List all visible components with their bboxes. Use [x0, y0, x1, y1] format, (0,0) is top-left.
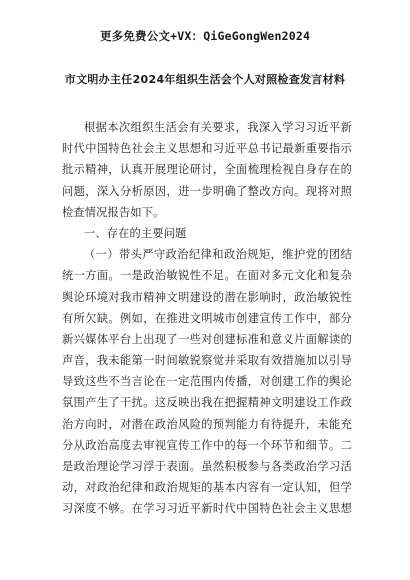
section-heading: 一、存在的主要问题: [84, 226, 187, 240]
paragraph-line: 声音，我未能第一时间敏锐察觉并采取有效措施加以引导: [62, 354, 352, 368]
paragraph-line: 治方向时，对潜在政治风险的预判能力有待提升，未能充: [62, 417, 352, 431]
document-title: 市文明办主任2024年组织生活会个人对照检查发言材料: [64, 73, 346, 86]
paragraph-line: 导致这些不当言论在一定范围内传播，对创建工作的舆论: [62, 375, 352, 389]
paragraph-line: 时代中国特色社会主义思想和习近平总书记最新重要指示: [62, 142, 352, 156]
paragraph-line: 问题，深入分析原因，进一步明确了整改方向。现将对照: [62, 184, 352, 198]
paragraph-line: 是政治理论学习浮于表面。虽然积极参与各类政治学习活: [62, 460, 352, 473]
paragraph-line: 习深度不够。在学习习近平新时代中国特色社会主义思想: [62, 502, 352, 516]
paragraph-line: （一）带头严守政治纪律和政治规矩，维护党的团结: [84, 248, 352, 262]
paragraph-line: 新兴媒体平台上出现了一些对创建标准和意义片面解读的: [62, 332, 352, 346]
paragraph-line: 氛围产生了干扰。这反映出我在把握精神文明建设工作政: [62, 396, 352, 410]
paragraph-line: 动，对政治纪律和政治规矩的基本内容有一定认知，但学: [62, 481, 352, 495]
paragraph-line: 舆论环境对我市精神文明建设的潜在影响时，政治敏锐性: [62, 290, 352, 304]
paragraph-line: 统一方面。一是政治敏锐性不足。在面对多元文化和复杂: [62, 269, 352, 283]
paragraph-line: 批示精神，认真开展理论研讨，全面梳理检视自身存在的: [62, 163, 352, 177]
document-body: [62, 117, 352, 520]
paragraph-line: 检查情况报告如下。: [62, 205, 165, 219]
paragraph-line: 根据本次组织生活会有关要求，我深入学习习近平新: [84, 121, 352, 134]
paragraph-line: 分从政治高度去审视宣传工作中的每一个环节和细节。二: [62, 438, 352, 452]
promo-header: 更多免费公文+VX：QiGeGongWen2024: [99, 29, 311, 43]
paragraph-line: 有所欠缺。例如，在推进文明城市创建宣传工作中，部分: [62, 311, 352, 325]
